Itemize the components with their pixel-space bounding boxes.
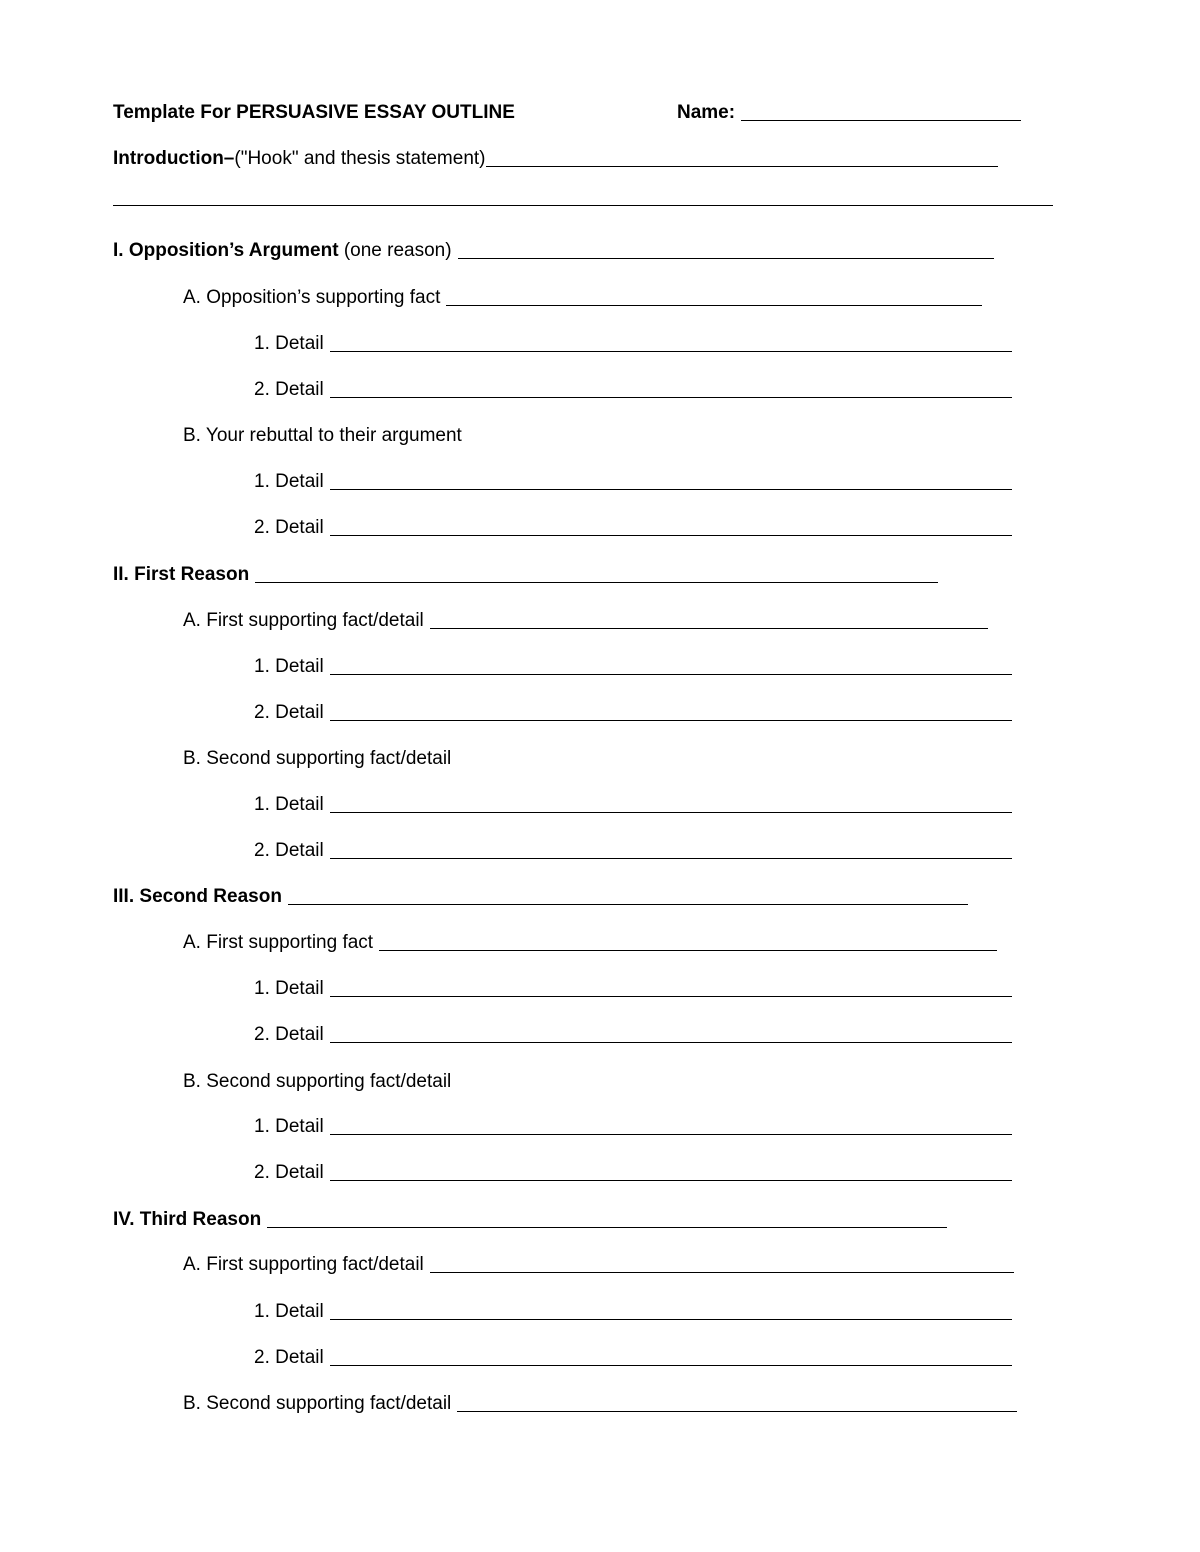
title-text: Template For PERSUASIVE ESSAY OUTLINE xyxy=(113,102,515,123)
detail-label: 2. Detail xyxy=(254,1162,324,1183)
subpoint-label: A. First supporting fact xyxy=(183,932,374,953)
introduction-blank[interactable] xyxy=(486,150,998,167)
section-blank[interactable] xyxy=(267,1211,947,1228)
section-heading[interactable] xyxy=(113,239,994,263)
section-title: IV. Third Reason xyxy=(113,1209,262,1230)
subpoint-line[interactable] xyxy=(183,1392,1017,1416)
detail-label: 1. Detail xyxy=(254,978,324,999)
subpoint-label: B. Second supporting fact/detail xyxy=(183,1071,452,1092)
name-blank[interactable] xyxy=(741,104,1021,121)
subpoint-line[interactable] xyxy=(183,609,988,633)
detail-line[interactable] xyxy=(254,1023,1012,1047)
subpoint-blank[interactable] xyxy=(379,934,997,951)
detail-blank[interactable] xyxy=(330,1349,1012,1366)
detail-label: 2. Detail xyxy=(254,840,324,861)
detail-label: 2. Detail xyxy=(254,1024,324,1045)
detail-label: 2. Detail xyxy=(254,379,324,400)
subpoint-label: A. First supporting fact/detail xyxy=(183,610,424,631)
detail-blank[interactable] xyxy=(330,1164,1012,1181)
detail-blank[interactable] xyxy=(330,381,1012,398)
detail-label: 1. Detail xyxy=(254,1116,324,1137)
subpoint-blank[interactable] xyxy=(446,289,982,306)
introduction-hint: ("Hook" and thesis statement) xyxy=(234,148,486,169)
detail-line[interactable] xyxy=(254,1346,1012,1370)
detail-label: 1. Detail xyxy=(254,656,324,677)
detail-blank[interactable] xyxy=(330,335,1012,352)
section-heading[interactable] xyxy=(113,1208,947,1232)
detail-label: 2. Detail xyxy=(254,517,324,538)
name-field[interactable] xyxy=(677,101,1021,125)
detail-line[interactable] xyxy=(254,977,1012,1001)
subpoint-label: A. First supporting fact/detail xyxy=(183,1254,424,1275)
introduction-line[interactable] xyxy=(113,147,998,171)
detail-blank[interactable] xyxy=(330,519,1012,536)
subpoint-label: B. Second supporting fact/detail xyxy=(183,1393,452,1414)
section-note: (one reason) xyxy=(338,240,452,261)
name-label: Name: xyxy=(677,102,736,123)
detail-blank[interactable] xyxy=(330,704,1012,721)
detail-line[interactable] xyxy=(254,655,1012,679)
detail-label: 2. Detail xyxy=(254,702,324,723)
detail-line[interactable] xyxy=(254,793,1012,817)
detail-blank[interactable] xyxy=(330,1026,1012,1043)
subpoint-label: B. Your rebuttal to their argument xyxy=(183,425,462,446)
section-heading[interactable] xyxy=(113,563,938,587)
document-title xyxy=(113,101,515,125)
subpoint-label: A. Opposition’s supporting fact xyxy=(183,287,441,308)
detail-line[interactable] xyxy=(254,332,1012,356)
detail-blank[interactable] xyxy=(330,1303,1012,1320)
detail-line[interactable] xyxy=(254,378,1012,402)
detail-blank[interactable] xyxy=(330,796,1012,813)
detail-line[interactable] xyxy=(254,1115,1012,1139)
introduction-blank-line-2[interactable] xyxy=(113,204,1053,206)
section-blank[interactable] xyxy=(255,566,938,583)
subpoint-line xyxy=(183,1070,451,1094)
detail-line[interactable] xyxy=(254,516,1012,540)
subpoint-blank[interactable] xyxy=(457,1395,1017,1412)
detail-blank[interactable] xyxy=(330,842,1012,859)
detail-blank[interactable] xyxy=(330,473,1012,490)
detail-line[interactable] xyxy=(254,470,1012,494)
subpoint-line xyxy=(183,747,451,771)
section-title: II. First Reason xyxy=(113,564,250,585)
detail-line[interactable] xyxy=(254,701,1012,725)
detail-line[interactable] xyxy=(254,1300,1012,1324)
detail-label: 1. Detail xyxy=(254,1301,324,1322)
detail-label: 1. Detail xyxy=(254,794,324,815)
section-heading[interactable] xyxy=(113,885,968,909)
subpoint-line[interactable] xyxy=(183,286,982,310)
detail-blank[interactable] xyxy=(330,658,1012,675)
subpoint-line[interactable] xyxy=(183,931,997,955)
subpoint-blank[interactable] xyxy=(430,1256,1014,1273)
subpoint-line[interactable] xyxy=(183,1253,1014,1277)
section-blank[interactable] xyxy=(288,888,968,905)
detail-line[interactable] xyxy=(254,1161,1012,1185)
section-title: I. Opposition’s Argument xyxy=(113,240,339,261)
subpoint-blank[interactable] xyxy=(430,612,988,629)
introduction-label: Introduction– xyxy=(113,148,235,169)
detail-label: 2. Detail xyxy=(254,1347,324,1368)
detail-blank[interactable] xyxy=(330,1118,1012,1135)
detail-line[interactable] xyxy=(254,839,1012,863)
section-blank[interactable] xyxy=(458,242,994,259)
detail-blank[interactable] xyxy=(330,980,1012,997)
detail-label: 1. Detail xyxy=(254,471,324,492)
subpoint-label: B. Second supporting fact/detail xyxy=(183,748,452,769)
subpoint-line xyxy=(183,424,462,448)
section-title: III. Second Reason xyxy=(113,886,282,907)
detail-label: 1. Detail xyxy=(254,333,324,354)
